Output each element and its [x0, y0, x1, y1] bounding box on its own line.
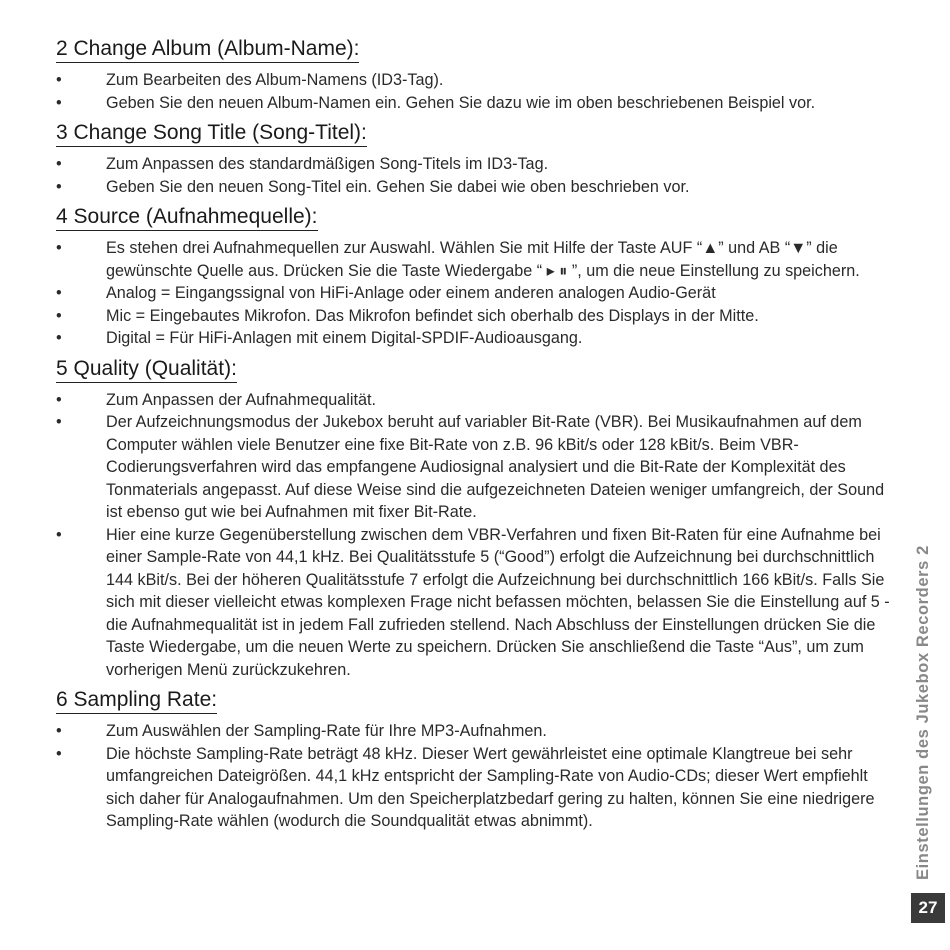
sidebar-chapter-title: Einstellungen des Jukebox Recorders 2 [914, 545, 932, 880]
bullet-icon: • [56, 284, 62, 302]
bullet-icon: • [56, 306, 62, 325]
bullet-icon: • [56, 155, 62, 173]
bullet-icon: • [56, 525, 62, 544]
bullet-list [56, 153, 896, 198]
bullet-icon: • [56, 239, 62, 257]
page-content [56, 36, 896, 839]
section-heading: 5 Quality (Qualität): [56, 356, 237, 383]
list-item: • Der Aufzeichnungsmodus der Jukebox beruht auf variabler Bit-Rate (VBR). Bei Musikaufnahmen auf dem Computer wählen viele Benutzer eine fixe Bit-Rate von z.B. 96 kBit/s oder 128 kBit/s. Beim VBR-Codierungsverfahren wird das empfangene Audiosignal analysiert und die Bit-Rate der Komplexität des Tonmaterials angepasst. Auf diese Weise sind die aufgezeichneten Dateien weniger umfangreich, der Sound ist ebenso gut wie bei Aufnahmen mit fixer Bit-Rate. [56, 413, 885, 521]
bullet-icon: • [56, 177, 62, 196]
bullet-icon: • [56, 71, 62, 89]
section-sampling-rate [56, 687, 896, 833]
bullet-icon: • [56, 413, 62, 431]
section-quality [56, 356, 896, 682]
bullet-icon: • [56, 744, 62, 763]
list-item: • Zum Anpassen des standardmäßigen Song-Titels im ID3-Tag. [56, 153, 896, 176]
section-heading: 6 Sampling Rate: [56, 687, 217, 714]
section-change-song-title [56, 120, 896, 198]
bullet-list [56, 389, 896, 682]
list-item: • Digital = Für HiFi-Anlagen mit einem Digital-SPDIF-Audioausgang. [56, 327, 896, 350]
list-item: • Geben Sie den neuen Song-Titel ein. Gehen Sie dabei wie oben beschrieben vor. [56, 176, 896, 199]
list-item: • Hier eine kurze Gegenüberstellung zwischen dem VBR-Verfahren und fixen Bit-Raten für eine Aufnahme bei einer Sample-Rate von 44,1 kHz. Bei Qualitätsstufe 5 (“Good”) erfolgt die Aufzeichnung bei durchschnittlich 144 kBit/s. Bei der höheren Qualitätsstufe 7 erfolgt die Aufzeichnung bei durchschnittlich 166 kBit/s. Falls Sie sich mit dieser vielleicht etwas komplexen Frage nicht befassen möchten, belassen Sie die Einstellung auf 5 - die Aufnahmequalität ist in jedem Fall zufrieden stellend. Nach Abschluss der Einstellungen drücken Sie die Taste Wiedergabe, um die neuen Werte zu speichern. Drücken Sie anschließend die Taste “Aus”, um zum vorherigen Menü zurückzukehren. [56, 525, 890, 679]
section-source [56, 204, 896, 350]
list-item: • Es stehen drei Aufnahmequellen zur Auswahl. Wählen Sie mit Hilfe der Taste AUF “▲” und AB “▼” die gewünschte Quelle aus. Drücken Sie die Taste Wiedergabe “ ▸ ⏸ ”, um die neue Einstellung zu speichern. [56, 239, 860, 280]
bullet-list [56, 720, 896, 833]
list-item: • Zum Anpassen der Aufnahmequalität. [56, 389, 896, 412]
bullet-list [56, 237, 896, 350]
bullet-icon: • [56, 329, 62, 347]
section-heading: 4 Source (Aufnahmequelle): [56, 204, 318, 231]
section-heading: 3 Change Song Title (Song-Titel): [56, 120, 367, 147]
list-item: • Analog = Eingangssignal von HiFi-Anlage oder einem anderen analogen Audio-Gerät [56, 282, 896, 305]
section-heading: 2 Change Album (Album-Name): [56, 36, 359, 63]
list-item: • Mic = Eingebautes Mikrofon. Das Mikrofon befindet sich oberhalb des Displays in der Mitte. [56, 305, 896, 328]
bullet-icon: • [56, 722, 62, 740]
list-item: • Die höchste Sampling-Rate beträgt 48 kHz. Dieser Wert gewährleistet eine optimale Klangtreue bei sehr umfangreichen Dateigrößen. 44,1 kHz entspricht der Sampling-Rate von Audio-CDs; dieser Wert empfiehlt sich daher für Analogaufnahmen. Um den Speicherplatzbedarf gering zu halten, können Sie eine niedrigere Sampling-Rate wählen (wodurch die Soundqualität etwas abnimmt). [56, 744, 875, 830]
list-item: • Zum Auswählen der Sampling-Rate für Ihre MP3-Aufnahmen. [56, 720, 896, 743]
list-item: • Geben Sie den neuen Album-Namen ein. Gehen Sie dazu wie im oben beschriebenen Beispiel vor. [56, 92, 896, 115]
page-number: 27 [911, 893, 945, 923]
bullet-icon: • [56, 93, 62, 112]
section-change-album [56, 36, 896, 114]
bullet-icon: • [56, 390, 62, 409]
bullet-list [56, 69, 896, 114]
list-item: • Zum Bearbeiten des Album-Namens (ID3-Tag). [56, 69, 896, 92]
